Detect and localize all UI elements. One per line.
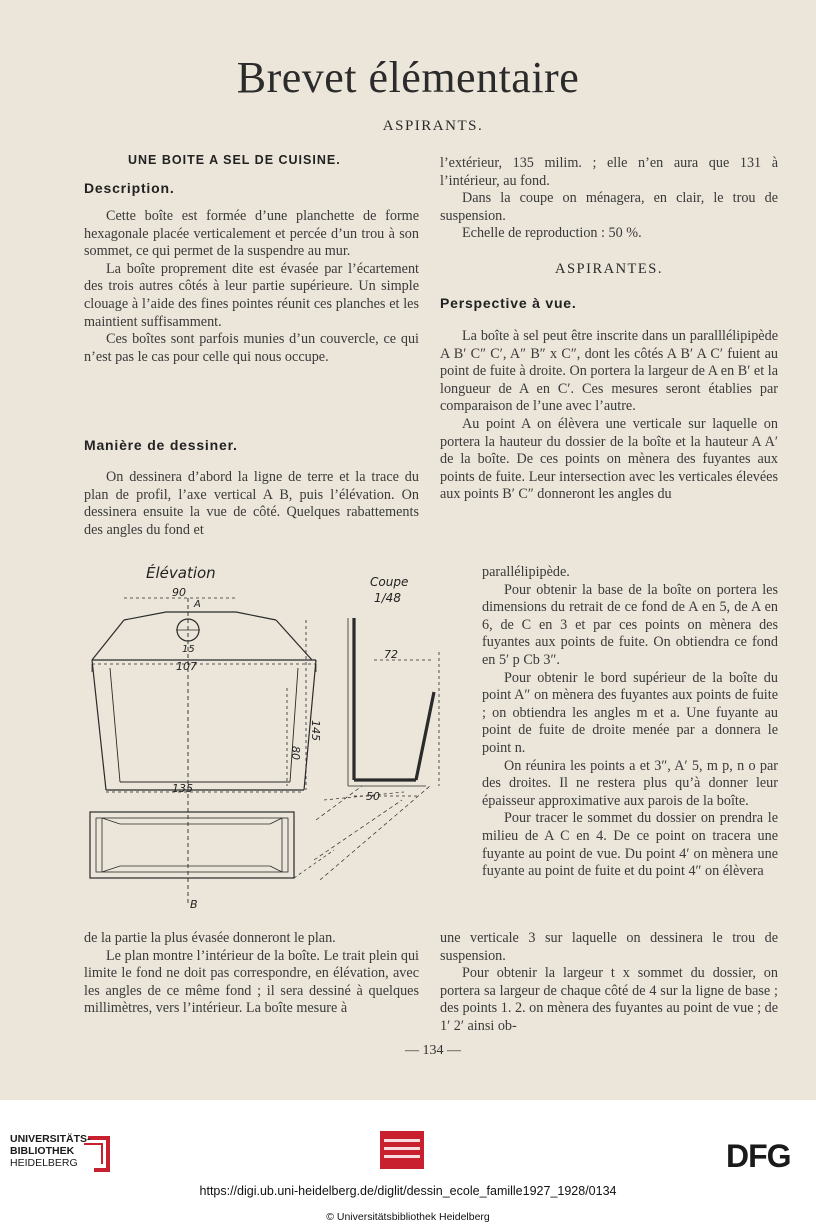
paragraph: La boîte proprement dite est évasée par l’écartement des trois autres côtés à leur partie supérieure. Un simple clouage à l’aide des fines pointes réunit ces planches et les maintient suffisamment. bbox=[84, 260, 419, 330]
paragraph: de la partie la plus évasée donneront le plan. bbox=[84, 930, 336, 946]
paragraph: Pour obtenir la largeur t x sommet du dossier, on portera sa largeur de chaque côté de 4 sur la ligne de base ; des points 1. 2. on mènera des fuyantes au point de vue ; de 1′ 2′ ainsi ob- bbox=[440, 965, 778, 1034]
center-logo-icon bbox=[380, 1131, 424, 1169]
right-column-top bbox=[440, 155, 778, 243]
paragraph: Le plan montre l’intérieur de la boîte. Le trait plein qui limite le fond ne doit pas correspondre, en élévation, avec les angles de ce même fond ; il sera dessiné à quelques millimètres, vers l’intérieur. La boîte mesure à bbox=[84, 947, 419, 1017]
heading-description: Description. bbox=[84, 180, 175, 196]
section-heading-aspirantes: ASPIRANTES. bbox=[555, 261, 663, 277]
copyright: © Universitätsbibliothek Heidelberg bbox=[326, 1211, 490, 1223]
dim-145: 145 bbox=[309, 720, 322, 741]
dim-72: 72 bbox=[384, 648, 398, 661]
dim-A: A bbox=[194, 599, 201, 610]
paragraph: Au point A on élèvera une verticale sur laquelle on portera la hauteur du dossier de la boîte et la hauteur A A′ de la boîte. De ces points on mènera des fuyantes aux points de fuite. Leur intersection avec les verticales élevées aux points B′ C″ donneront les angles du bbox=[440, 415, 778, 503]
technical-drawing bbox=[84, 560, 442, 912]
left-column-top bbox=[84, 208, 419, 366]
dim-107: 107 bbox=[176, 660, 197, 673]
paragraph: Cette boîte est formée d’une planchette de forme hexagonale placée verticalement et percée d’un trou à son sommet, ce qui permet de la suspendre au mur. bbox=[84, 208, 419, 260]
heading-perspective: Perspective à vue. bbox=[440, 295, 577, 311]
paragraph: Ces boîtes sont parfois munies d’un couvercle, ce qui n’est pas le cas pour celle qui nous occupe. bbox=[84, 331, 419, 365]
dim-15: 15 bbox=[182, 644, 195, 655]
page-number: — 134 — bbox=[405, 1043, 461, 1058]
paragraph: Pour obtenir la base de la boîte on portera les dimensions du retrait de ce fond de A en 5, de A en 6, de C en 3 et par ces points on mènera des fuyantes aux points de fuite. On obtiendra ce fond en 5′ p Cb 3″. bbox=[482, 581, 778, 668]
label-scale: 1/48 bbox=[374, 591, 401, 605]
right-column-inset bbox=[482, 564, 778, 881]
paragraph: Dans la coupe on ménagera, en clair, le trou de suspension. bbox=[440, 190, 778, 224]
section-heading-aspirants: ASPIRANTS. bbox=[382, 118, 484, 134]
right-column-middle bbox=[440, 328, 778, 504]
dim-50: 50 bbox=[366, 790, 380, 803]
heading-maniere-de-dessiner: Manière de dessiner. bbox=[84, 437, 238, 453]
dim-135: 135 bbox=[172, 782, 193, 795]
subtitle-boite-a-sel: UNE BOITE A SEL DE CUISINE. bbox=[128, 153, 341, 167]
page-title: Brevet élémentaire bbox=[236, 53, 580, 102]
paragraph: Echelle de reproduction : 50 %. bbox=[462, 225, 642, 242]
paragraph: l’extérieur, 135 milim. ; elle n’en aura que 131 à l’intérieur, au fond. bbox=[440, 155, 778, 189]
dim-B: B bbox=[190, 898, 198, 911]
label-coupe: Coupe bbox=[370, 575, 409, 589]
paragraph: La boîte à sel peut être inscrite dans un paralllélipipède A B′ C″ C′, A″ B″ x C″, dont les côtés A B′ A C′ fuient au point de fuite à droite. On portera la largeur de A en B′ et la longueur de A en C′. Ces mesures seront établies par comparaison de l’une avec l’autre. bbox=[440, 328, 778, 415]
source-url[interactable]: https://digi.ub.uni-heidelberg.de/diglit/dessin_ecole_famille1927_1928/0134 bbox=[199, 1184, 617, 1198]
paragraph: une verticale 3 sur laquelle on dessinera le trou de suspension. bbox=[440, 930, 778, 964]
uni-line2: BIBLIOTHEK bbox=[10, 1145, 75, 1157]
paragraph: parallélipipède. bbox=[482, 564, 570, 580]
label-elevation: Élévation bbox=[146, 564, 216, 582]
paragraph: On dessinera d’abord la ligne de terre et la trace du plan de profil, l’axe vertical A B, puis l’élévation. On dessinera ensuite la vue de côté. Quelques rabattements des angles du fond et bbox=[84, 469, 419, 538]
left-column-middle bbox=[84, 469, 419, 539]
university-library-name bbox=[10, 1133, 91, 1169]
dim-90: 90 bbox=[172, 586, 186, 599]
paragraph: Pour obtenir le bord supérieur de la boîte du point A″ on mènera des fuyantes aux points de fuite ; on obtiendra les angles m et a. Une fuyante au point de fuite de droite menée par a donnera le point n. bbox=[482, 669, 778, 756]
dfg-logo: DFG bbox=[726, 1138, 791, 1174]
uni-line1: UNIVERSITÄTS- bbox=[10, 1133, 91, 1145]
right-column-bottom bbox=[440, 930, 778, 1036]
uni-line3: HEIDELBERG bbox=[10, 1157, 78, 1169]
paragraph: On réunira les points a et 3″, A′ 5, m p, n o par des droites. Il ne restera plus qu’à donner leur épaisseur approximative aux parois de la boîte. bbox=[482, 757, 778, 809]
paragraph: Pour tracer le sommet du dossier on prendra le milieu de A C en 4. De ce point on tracera une fuyante au point de vue. Du point 4′ on mènera une fuyante au point de fuite et du point 4″ on élèvera bbox=[482, 810, 778, 880]
left-column-bottom bbox=[84, 930, 419, 1018]
dim-80: 80 bbox=[289, 746, 302, 760]
